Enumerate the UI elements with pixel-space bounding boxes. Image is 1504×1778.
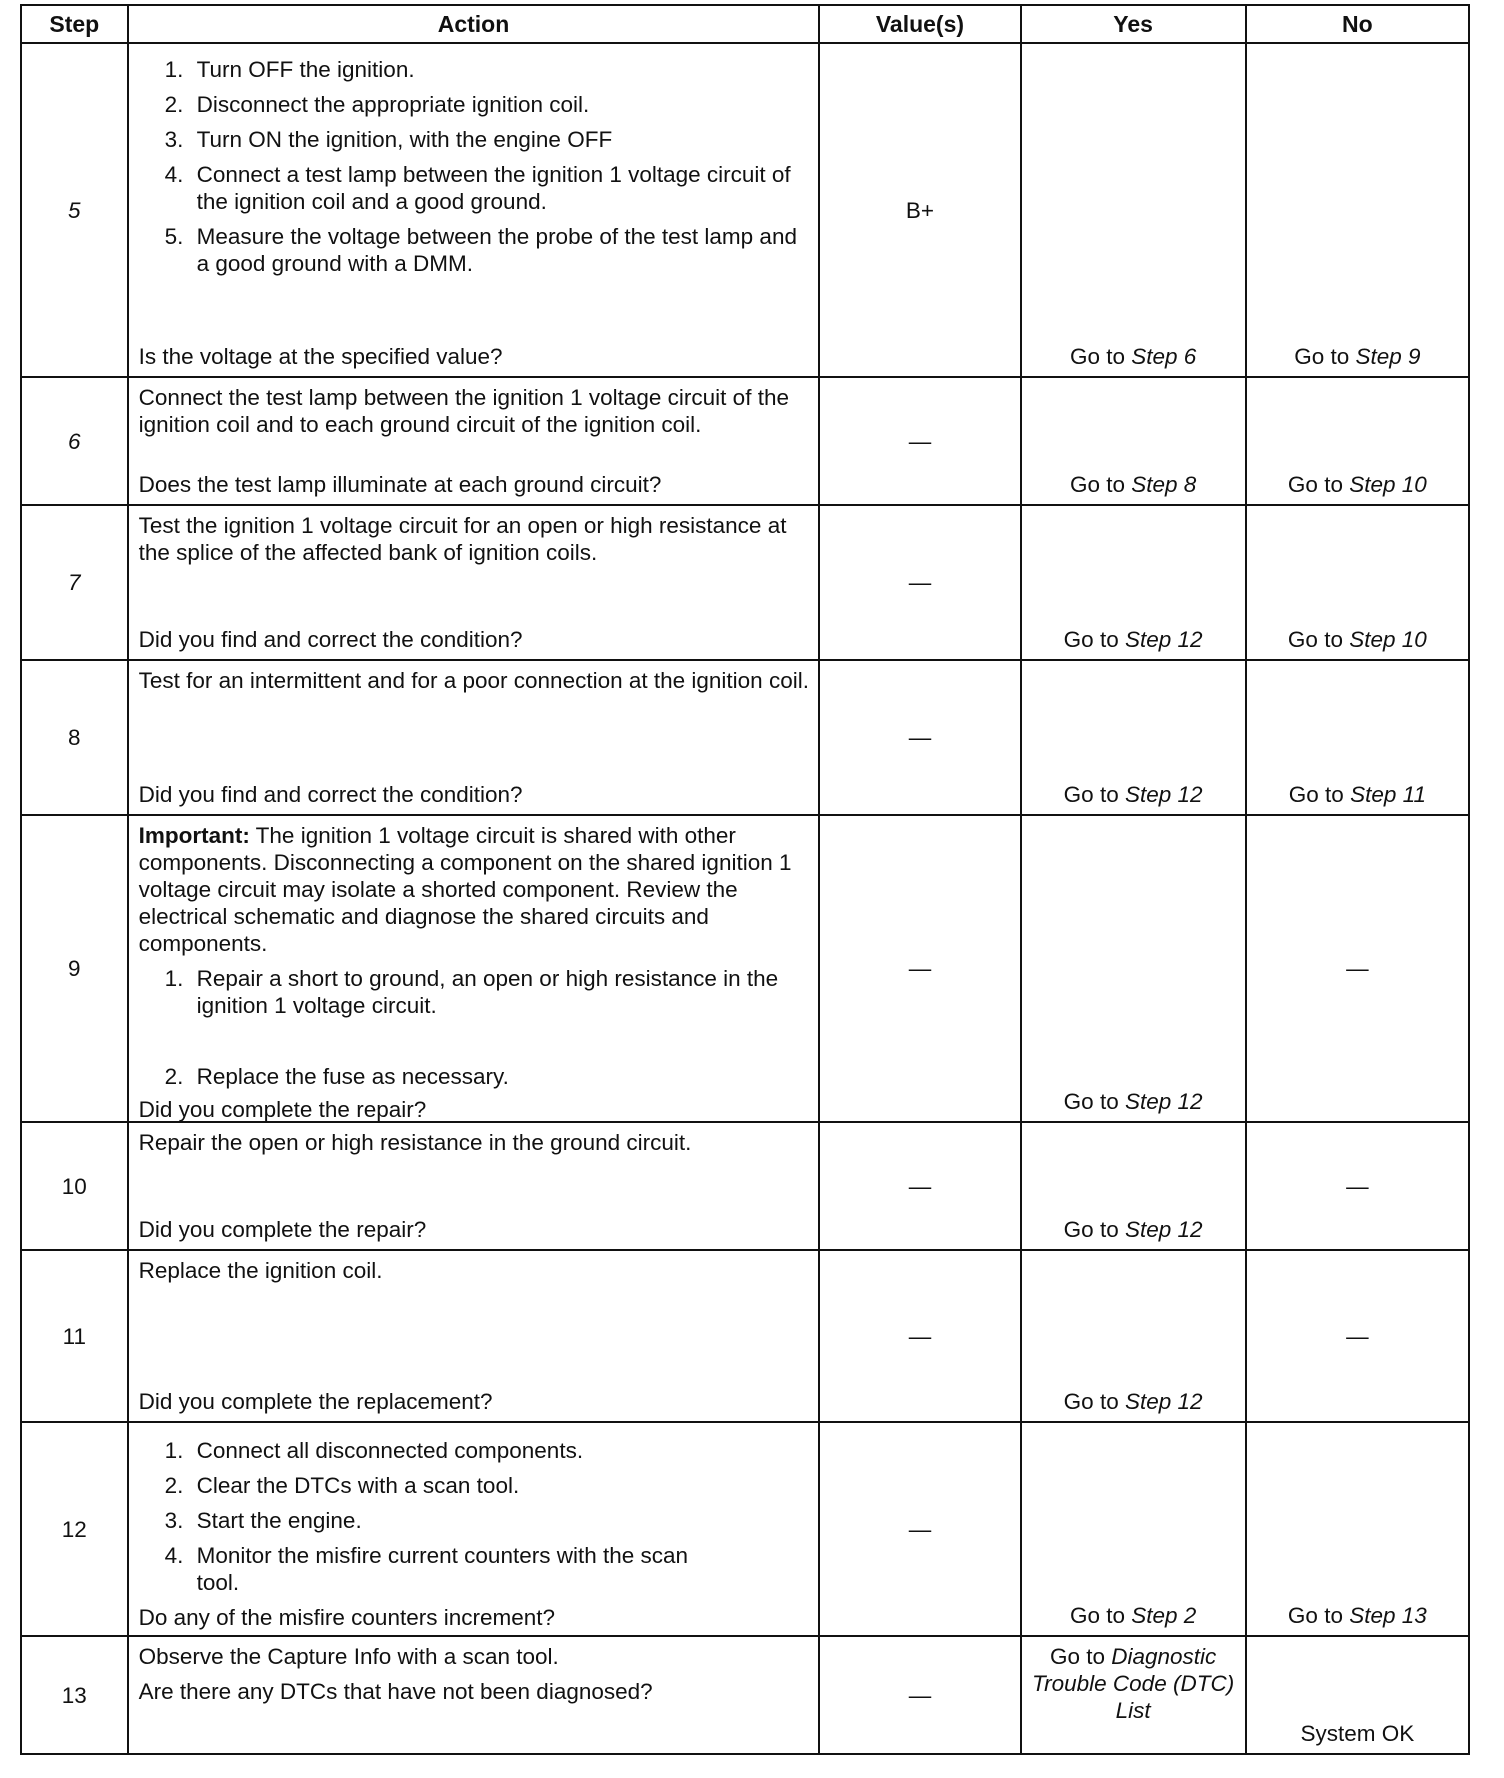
table-row-step-13 xyxy=(21,1636,1469,1754)
action-cell xyxy=(128,377,820,505)
no-link[interactable]: Go to Step 10 xyxy=(1246,377,1469,505)
dtc-list-link[interactable]: Diagnostic Trouble Code (DTC) List xyxy=(1032,1644,1235,1723)
list-item: 2. Disconnect the appropriate ignition coil. xyxy=(164,92,590,117)
yes-link[interactable]: Go to Step 8 xyxy=(1021,377,1246,505)
action-question: Do any of the misfire counters increment? xyxy=(138,1605,556,1630)
step-number: 5 xyxy=(21,43,128,377)
header-step: Step xyxy=(21,5,128,43)
action-question: Did you complete the replacement? xyxy=(138,1389,493,1414)
value-cell: — xyxy=(819,505,1020,660)
yes-link[interactable]: Go to Step 12 xyxy=(1021,815,1246,1122)
value-cell: — xyxy=(819,1636,1020,1754)
value-cell: — xyxy=(819,1422,1020,1636)
step-number: 6 xyxy=(21,377,128,505)
important-label: Important: xyxy=(138,823,250,848)
list-item: 1. Connect all disconnected components. xyxy=(164,1438,584,1463)
action-text: Observe the Capture Info with a scan tool. xyxy=(138,1644,559,1669)
list-item: 1. Repair a short to ground, an open or high resistance in the ignition 1 voltage circuit. xyxy=(164,966,779,1018)
value-cell: B+ xyxy=(819,43,1020,377)
action-cell xyxy=(128,660,820,815)
list-item: 4. Connect a test lamp between the ignition 1 voltage circuit of the ignition coil and a good ground. xyxy=(164,162,791,214)
value-cell: — xyxy=(819,1250,1020,1422)
header-yes: Yes xyxy=(1021,5,1246,43)
no-link[interactable]: Go to Step 9 xyxy=(1246,43,1469,377)
list-item: 4. Monitor the misfire current counters with the scan tool. xyxy=(164,1543,689,1595)
action-question: Is the voltage at the specified value? xyxy=(138,344,503,369)
important-note: Important: The ignition 1 voltage circuit is shared with other components. Disconnecting a component on the shared ignition 1 voltage circuit may isolate a shorted component. Review the electrical schematic and diagnose the shared circuits and components. xyxy=(138,823,792,956)
step-number: 13 xyxy=(21,1636,128,1754)
action-list xyxy=(139,965,811,1090)
action-text: Replace the ignition coil. xyxy=(138,1258,383,1283)
yes-link[interactable]: Go to Step 12 xyxy=(1021,660,1246,815)
diagnostic-table-sheet xyxy=(20,4,1470,1755)
action-cell xyxy=(128,1122,820,1250)
step-number: 7 xyxy=(21,505,128,660)
step-number: 10 xyxy=(21,1122,128,1250)
no-result: System OK xyxy=(1246,1636,1469,1754)
no-cell: — xyxy=(1246,1122,1469,1250)
yes-link[interactable]: Go to Diagnostic Trouble Code (DTC) List xyxy=(1021,1636,1246,1754)
yes-link[interactable]: Go to Step 12 xyxy=(1021,1122,1246,1250)
step-number: 8 xyxy=(21,660,128,815)
value-cell: — xyxy=(819,1122,1020,1250)
action-cell xyxy=(128,1422,820,1636)
value-cell: — xyxy=(819,815,1020,1122)
action-text: Test for an intermittent and for a poor connection at the ignition coil. xyxy=(138,668,809,693)
header-no: No xyxy=(1246,5,1469,43)
action-question: Did you complete the repair? xyxy=(138,1217,427,1242)
action-cell xyxy=(128,1636,820,1754)
value-cell: — xyxy=(819,660,1020,815)
table-row-step-10 xyxy=(21,1122,1469,1250)
value-cell: — xyxy=(819,377,1020,505)
table-row-step-11 xyxy=(21,1250,1469,1422)
action-question: Did you find and correct the condition? xyxy=(138,627,523,652)
action-list xyxy=(139,1437,811,1604)
action-question: Does the test lamp illuminate at each ground circuit? xyxy=(138,472,662,497)
action-text: Repair the open or high resistance in the ground circuit. xyxy=(138,1130,692,1155)
list-item: 3. Turn ON the ignition, with the engine OFF xyxy=(164,127,613,152)
no-link[interactable]: Go to Step 11 xyxy=(1246,660,1469,815)
action-question: Are there any DTCs that have not been diagnosed? xyxy=(138,1679,653,1704)
no-link[interactable]: Go to Step 10 xyxy=(1246,505,1469,660)
header-action: Action xyxy=(128,5,820,43)
table-header-row xyxy=(21,5,1469,43)
list-item: 5. Measure the voltage between the probe of the test lamp and a good ground with a DMM. xyxy=(164,224,797,276)
step-number: 11 xyxy=(21,1250,128,1422)
yes-link[interactable]: Go to Step 12 xyxy=(1021,505,1246,660)
table-row-step-6 xyxy=(21,377,1469,505)
action-list xyxy=(139,56,811,285)
table-row-step-5 xyxy=(21,43,1469,377)
action-text: Connect the test lamp between the ignition 1 voltage circuit of the ignition coil and to each ground circuit of the ignition coil. xyxy=(138,385,789,437)
step-number: 12 xyxy=(21,1422,128,1636)
no-link[interactable]: Go to Step 13 xyxy=(1246,1422,1469,1636)
action-text: Test the ignition 1 voltage circuit for an open or high resistance at the splice of the affected bank of ignition coils. xyxy=(138,513,787,565)
table-row-step-8 xyxy=(21,660,1469,815)
no-cell: — xyxy=(1246,1250,1469,1422)
yes-link[interactable]: Go to Step 6 xyxy=(1021,43,1246,377)
no-cell: — xyxy=(1246,815,1469,1122)
list-item: 1. Turn OFF the ignition. xyxy=(164,57,415,82)
list-item: 2. Clear the DTCs with a scan tool. xyxy=(164,1473,520,1498)
step-number: 9 xyxy=(21,815,128,1122)
action-cell xyxy=(128,505,820,660)
action-question: Did you complete the repair? xyxy=(138,1097,427,1122)
table-row-step-12 xyxy=(21,1422,1469,1636)
yes-link[interactable]: Go to Step 12 xyxy=(1021,1250,1246,1422)
list-item: 3. Start the engine. xyxy=(164,1508,362,1533)
action-cell xyxy=(128,43,820,377)
table-row-step-9 xyxy=(21,815,1469,1122)
action-cell xyxy=(128,1250,820,1422)
action-cell xyxy=(128,815,820,1122)
diagnostic-steps-table xyxy=(20,4,1470,1755)
table-row-step-7 xyxy=(21,505,1469,660)
header-values: Value(s) xyxy=(819,5,1020,43)
list-item: 2. Replace the fuse as necessary. xyxy=(164,1064,509,1089)
yes-link[interactable]: Go to Step 2 xyxy=(1021,1422,1246,1636)
action-question: Did you find and correct the condition? xyxy=(138,782,523,807)
